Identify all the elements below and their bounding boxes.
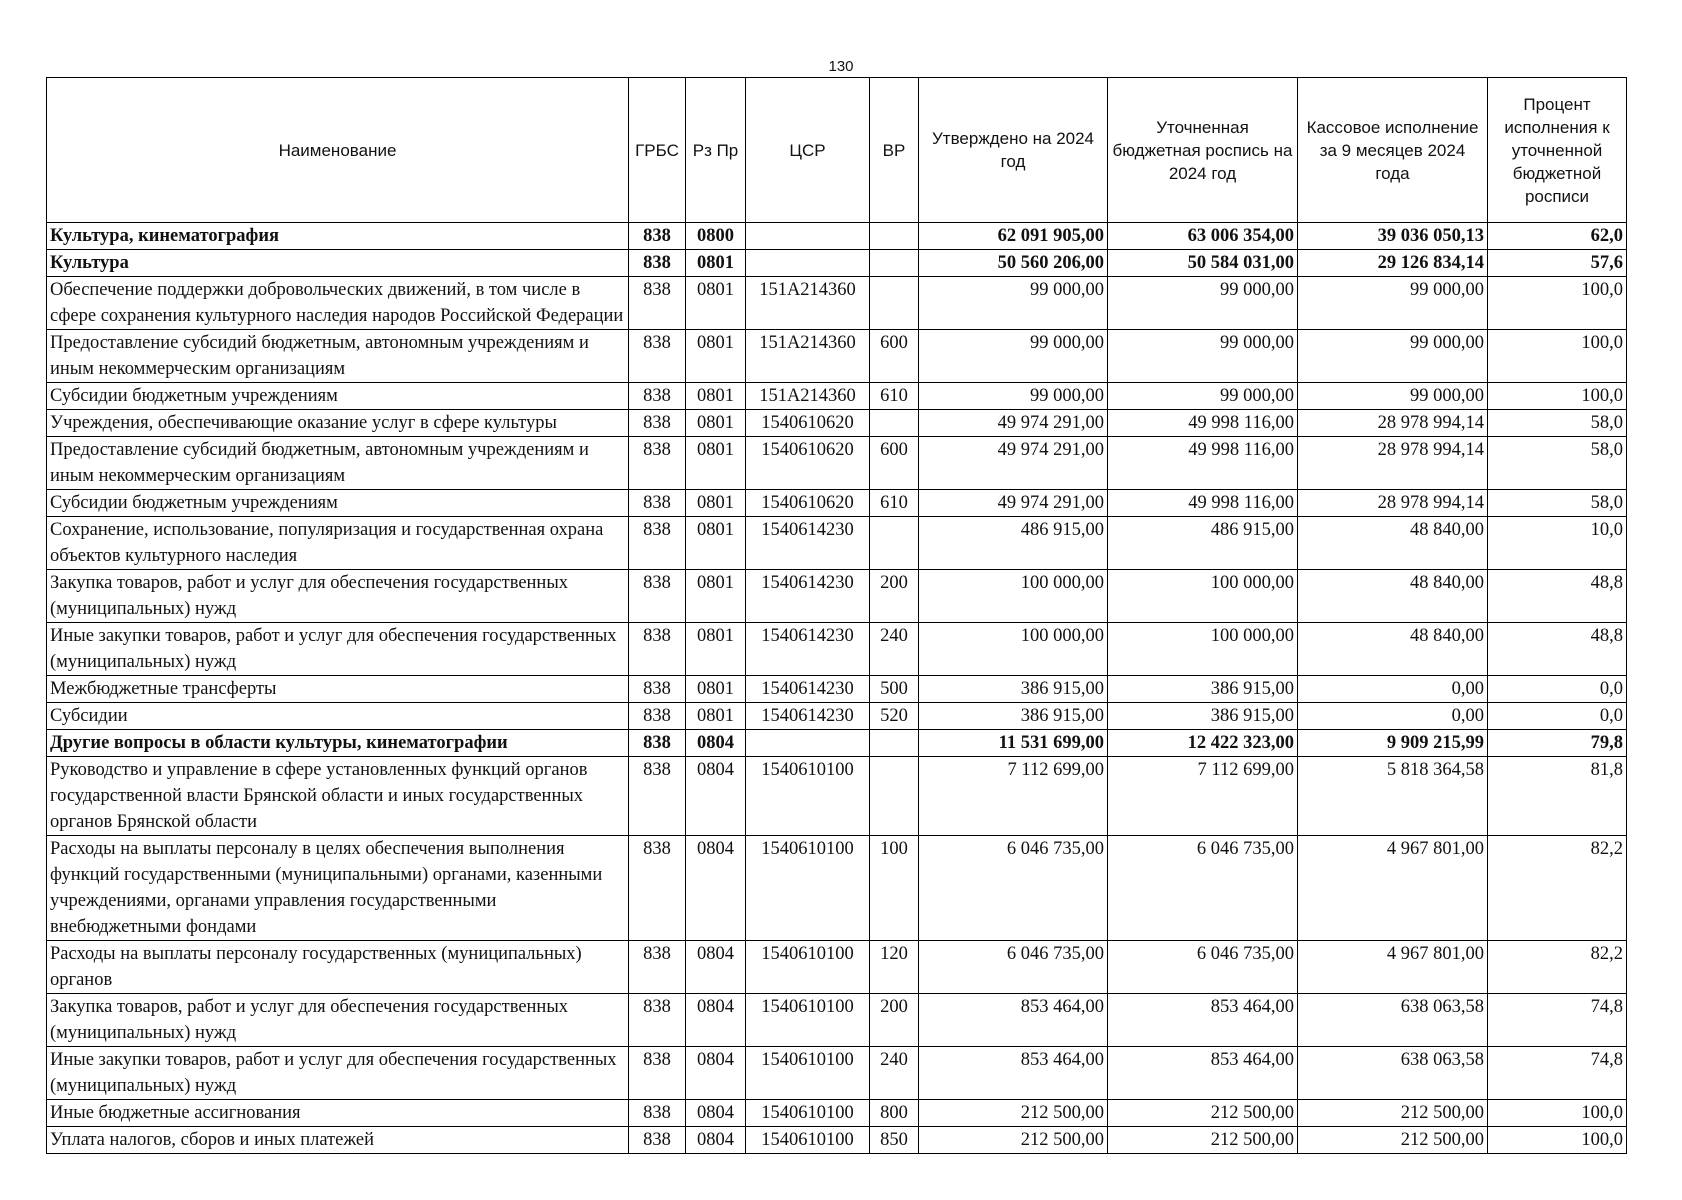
cell-percent: 57,6 xyxy=(1488,250,1627,277)
cell-grbs: 838 xyxy=(629,994,686,1047)
header-csr: ЦСР xyxy=(746,78,870,223)
table-row xyxy=(47,676,1627,703)
table-row xyxy=(47,757,1627,836)
cell-vr xyxy=(870,517,919,570)
header-grbs: ГРБС xyxy=(629,78,686,223)
cell-percent: 74,8 xyxy=(1488,1047,1627,1100)
cell-percent: 81,8 xyxy=(1488,757,1627,836)
cell-refined: 99 000,00 xyxy=(1108,277,1298,330)
cell-name: Закупка товаров, работ и услуг для обеспечения государственных (муниципальных) нужд xyxy=(47,994,629,1047)
cell-refined: 99 000,00 xyxy=(1108,383,1298,410)
cell-approved: 6 046 735,00 xyxy=(919,941,1108,994)
cell-cash: 9 909 215,99 xyxy=(1298,730,1488,757)
table-row xyxy=(47,1047,1627,1100)
cell-cash: 212 500,00 xyxy=(1298,1100,1488,1127)
cell-approved: 6 046 735,00 xyxy=(919,836,1108,941)
cell-name: Закупка товаров, работ и услуг для обеспечения государственных (муниципальных) нужд xyxy=(47,570,629,623)
table-row xyxy=(47,517,1627,570)
table-body xyxy=(47,223,1627,1154)
cell-csr: 1540610100 xyxy=(746,994,870,1047)
header-name: Наименование xyxy=(47,78,629,223)
cell-percent: 74,8 xyxy=(1488,994,1627,1047)
cell-name: Руководство и управление в сфере установленных функций органов государственной власти Брянской области и иных государственных органов Брянской области xyxy=(47,757,629,836)
header-rzpr: Рз Пр xyxy=(686,78,746,223)
cell-cash: 0,00 xyxy=(1298,703,1488,730)
cell-name: Межбюджетные трансферты xyxy=(47,676,629,703)
cell-approved: 49 974 291,00 xyxy=(919,490,1108,517)
cell-approved: 99 000,00 xyxy=(919,330,1108,383)
cell-rzpr: 0804 xyxy=(686,730,746,757)
table-row xyxy=(47,410,1627,437)
cell-csr: 1540614230 xyxy=(746,676,870,703)
cell-percent: 82,2 xyxy=(1488,941,1627,994)
cell-grbs: 838 xyxy=(629,703,686,730)
table-row xyxy=(47,490,1627,517)
cell-csr xyxy=(746,730,870,757)
cell-cash: 99 000,00 xyxy=(1298,330,1488,383)
cell-vr xyxy=(870,223,919,250)
header-percent: Процент исполнения к уточненной бюджетной росписи xyxy=(1488,78,1627,223)
cell-name: Уплата налогов, сборов и иных платежей xyxy=(47,1127,629,1154)
cell-vr xyxy=(870,757,919,836)
cell-percent: 0,0 xyxy=(1488,676,1627,703)
cell-grbs: 838 xyxy=(629,517,686,570)
cell-grbs: 838 xyxy=(629,277,686,330)
cell-name: Субсидии бюджетным учреждениям xyxy=(47,490,629,517)
cell-name: Иные закупки товаров, работ и услуг для обеспечения государственных (муниципальных) нужд xyxy=(47,1047,629,1100)
cell-approved: 386 915,00 xyxy=(919,703,1108,730)
cell-vr: 610 xyxy=(870,383,919,410)
cell-csr: 1540610100 xyxy=(746,1127,870,1154)
cell-vr: 240 xyxy=(870,1047,919,1100)
cell-grbs: 838 xyxy=(629,757,686,836)
cell-refined: 100 000,00 xyxy=(1108,570,1298,623)
cell-approved: 386 915,00 xyxy=(919,676,1108,703)
cell-grbs: 838 xyxy=(629,410,686,437)
cell-approved: 212 500,00 xyxy=(919,1100,1108,1127)
cell-percent: 100,0 xyxy=(1488,330,1627,383)
cell-refined: 49 998 116,00 xyxy=(1108,437,1298,490)
table-row xyxy=(47,223,1627,250)
cell-percent: 82,2 xyxy=(1488,836,1627,941)
cell-cash: 48 840,00 xyxy=(1298,517,1488,570)
cell-cash: 39 036 050,13 xyxy=(1298,223,1488,250)
table-row xyxy=(47,941,1627,994)
cell-rzpr: 0804 xyxy=(686,994,746,1047)
cell-name: Учреждения, обеспечивающие оказание услуг в сфере культуры xyxy=(47,410,629,437)
cell-vr: 200 xyxy=(870,570,919,623)
cell-rzpr: 0801 xyxy=(686,623,746,676)
cell-grbs: 838 xyxy=(629,1127,686,1154)
cell-percent: 100,0 xyxy=(1488,1127,1627,1154)
cell-grbs: 838 xyxy=(629,490,686,517)
cell-cash: 28 978 994,14 xyxy=(1298,490,1488,517)
cell-percent: 48,8 xyxy=(1488,623,1627,676)
cell-rzpr: 0801 xyxy=(686,517,746,570)
table-row xyxy=(47,277,1627,330)
cell-percent: 100,0 xyxy=(1488,1100,1627,1127)
cell-vr: 100 xyxy=(870,836,919,941)
cell-approved: 99 000,00 xyxy=(919,277,1108,330)
cell-percent: 62,0 xyxy=(1488,223,1627,250)
cell-rzpr: 0804 xyxy=(686,757,746,836)
cell-name: Расходы на выплаты персоналу государственных (муниципальных) органов xyxy=(47,941,629,994)
cell-approved: 100 000,00 xyxy=(919,570,1108,623)
table-header-row xyxy=(47,78,1627,223)
cell-vr: 800 xyxy=(870,1100,919,1127)
cell-cash: 4 967 801,00 xyxy=(1298,941,1488,994)
cell-csr: 1540610100 xyxy=(746,836,870,941)
table-row xyxy=(47,250,1627,277)
cell-cash: 99 000,00 xyxy=(1298,383,1488,410)
cell-approved: 853 464,00 xyxy=(919,994,1108,1047)
cell-name: Иные бюджетные ассигнования xyxy=(47,1100,629,1127)
cell-vr xyxy=(870,410,919,437)
cell-rzpr: 0801 xyxy=(686,250,746,277)
cell-percent: 0,0 xyxy=(1488,703,1627,730)
cell-cash: 48 840,00 xyxy=(1298,570,1488,623)
cell-grbs: 838 xyxy=(629,730,686,757)
cell-approved: 853 464,00 xyxy=(919,1047,1108,1100)
budget-table xyxy=(46,77,1627,1154)
cell-approved: 11 531 699,00 xyxy=(919,730,1108,757)
cell-csr: 1540614230 xyxy=(746,623,870,676)
cell-grbs: 838 xyxy=(629,1047,686,1100)
cell-percent: 58,0 xyxy=(1488,437,1627,490)
cell-rzpr: 0801 xyxy=(686,703,746,730)
cell-cash: 4 967 801,00 xyxy=(1298,836,1488,941)
cell-approved: 486 915,00 xyxy=(919,517,1108,570)
header-cash: Кассовое исполнение за 9 месяцев 2024 года xyxy=(1298,78,1488,223)
cell-rzpr: 0801 xyxy=(686,676,746,703)
table-row xyxy=(47,437,1627,490)
cell-name: Иные закупки товаров, работ и услуг для обеспечения государственных (муниципальных) нужд xyxy=(47,623,629,676)
cell-grbs: 838 xyxy=(629,836,686,941)
table-row xyxy=(47,383,1627,410)
cell-rzpr: 0801 xyxy=(686,330,746,383)
cell-name: Культура, кинематография xyxy=(47,223,629,250)
cell-refined: 100 000,00 xyxy=(1108,623,1298,676)
cell-vr: 500 xyxy=(870,676,919,703)
table-row xyxy=(47,703,1627,730)
cell-cash: 5 818 364,58 xyxy=(1298,757,1488,836)
cell-vr xyxy=(870,730,919,757)
cell-cash: 99 000,00 xyxy=(1298,277,1488,330)
cell-rzpr: 0804 xyxy=(686,1127,746,1154)
cell-refined: 853 464,00 xyxy=(1108,994,1298,1047)
cell-vr: 200 xyxy=(870,994,919,1047)
cell-grbs: 838 xyxy=(629,383,686,410)
cell-approved: 100 000,00 xyxy=(919,623,1108,676)
page-number: 130 xyxy=(828,58,854,75)
cell-name: Предоставление субсидий бюджетным, автономным учреждениям и иным некоммерческим организациям xyxy=(47,330,629,383)
cell-refined: 99 000,00 xyxy=(1108,330,1298,383)
cell-vr: 120 xyxy=(870,941,919,994)
cell-grbs: 838 xyxy=(629,223,686,250)
cell-rzpr: 0801 xyxy=(686,410,746,437)
cell-vr xyxy=(870,250,919,277)
cell-refined: 50 584 031,00 xyxy=(1108,250,1298,277)
cell-csr: 151А214360 xyxy=(746,330,870,383)
cell-name: Обеспечение поддержки добровольческих движений, в том числе в сфере сохранения культурного наследия народов Российской Федерации xyxy=(47,277,629,330)
cell-csr: 1540610100 xyxy=(746,941,870,994)
cell-percent: 58,0 xyxy=(1488,490,1627,517)
cell-percent: 79,8 xyxy=(1488,730,1627,757)
cell-grbs: 838 xyxy=(629,437,686,490)
cell-rzpr: 0801 xyxy=(686,383,746,410)
cell-name: Другие вопросы в области культуры, кинематографии xyxy=(47,730,629,757)
cell-csr: 1540610620 xyxy=(746,490,870,517)
cell-csr: 1540614230 xyxy=(746,703,870,730)
cell-refined: 6 046 735,00 xyxy=(1108,941,1298,994)
cell-rzpr: 0804 xyxy=(686,941,746,994)
cell-cash: 638 063,58 xyxy=(1298,994,1488,1047)
cell-approved: 49 974 291,00 xyxy=(919,410,1108,437)
cell-rzpr: 0801 xyxy=(686,277,746,330)
cell-vr: 850 xyxy=(870,1127,919,1154)
cell-refined: 12 422 323,00 xyxy=(1108,730,1298,757)
cell-grbs: 838 xyxy=(629,330,686,383)
cell-cash: 29 126 834,14 xyxy=(1298,250,1488,277)
cell-refined: 49 998 116,00 xyxy=(1108,410,1298,437)
cell-refined: 853 464,00 xyxy=(1108,1047,1298,1100)
cell-grbs: 838 xyxy=(629,676,686,703)
cell-approved: 50 560 206,00 xyxy=(919,250,1108,277)
cell-csr: 1540610100 xyxy=(746,1047,870,1100)
table-row xyxy=(47,730,1627,757)
cell-rzpr: 0800 xyxy=(686,223,746,250)
cell-percent: 48,8 xyxy=(1488,570,1627,623)
cell-grbs: 838 xyxy=(629,250,686,277)
cell-grbs: 838 xyxy=(629,1100,686,1127)
cell-name: Сохранение, использование, популяризация и государственная охрана объектов культурного наследия xyxy=(47,517,629,570)
cell-percent: 100,0 xyxy=(1488,277,1627,330)
cell-refined: 63 006 354,00 xyxy=(1108,223,1298,250)
cell-refined: 49 998 116,00 xyxy=(1108,490,1298,517)
cell-cash: 48 840,00 xyxy=(1298,623,1488,676)
cell-approved: 212 500,00 xyxy=(919,1127,1108,1154)
cell-csr: 151А214360 xyxy=(746,383,870,410)
cell-cash: 638 063,58 xyxy=(1298,1047,1488,1100)
table-row xyxy=(47,1100,1627,1127)
table-row xyxy=(47,1127,1627,1154)
table-row xyxy=(47,570,1627,623)
table-row xyxy=(47,330,1627,383)
cell-vr: 610 xyxy=(870,490,919,517)
cell-vr: 240 xyxy=(870,623,919,676)
header-approved: Утверждено на 2024 год xyxy=(919,78,1108,223)
cell-name: Субсидии бюджетным учреждениям xyxy=(47,383,629,410)
cell-refined: 212 500,00 xyxy=(1108,1127,1298,1154)
cell-percent: 58,0 xyxy=(1488,410,1627,437)
cell-csr: 1540610620 xyxy=(746,410,870,437)
cell-name: Предоставление субсидий бюджетным, автономным учреждениям и иным некоммерческим организациям xyxy=(47,437,629,490)
cell-rzpr: 0801 xyxy=(686,570,746,623)
cell-cash: 28 978 994,14 xyxy=(1298,410,1488,437)
cell-approved: 7 112 699,00 xyxy=(919,757,1108,836)
cell-grbs: 838 xyxy=(629,941,686,994)
header-refined: Уточненная бюджетная роспись на 2024 год xyxy=(1108,78,1298,223)
cell-csr xyxy=(746,250,870,277)
cell-percent: 100,0 xyxy=(1488,383,1627,410)
cell-approved: 62 091 905,00 xyxy=(919,223,1108,250)
cell-csr: 1540610100 xyxy=(746,1100,870,1127)
cell-rzpr: 0804 xyxy=(686,1047,746,1100)
cell-vr: 600 xyxy=(870,437,919,490)
cell-name: Субсидии xyxy=(47,703,629,730)
cell-cash: 28 978 994,14 xyxy=(1298,437,1488,490)
cell-rzpr: 0804 xyxy=(686,836,746,941)
cell-refined: 486 915,00 xyxy=(1108,517,1298,570)
cell-approved: 99 000,00 xyxy=(919,383,1108,410)
table-row xyxy=(47,994,1627,1047)
table-row xyxy=(47,836,1627,941)
cell-name: Культура xyxy=(47,250,629,277)
cell-cash: 212 500,00 xyxy=(1298,1127,1488,1154)
cell-grbs: 838 xyxy=(629,623,686,676)
cell-rzpr: 0801 xyxy=(686,437,746,490)
cell-csr: 1540610100 xyxy=(746,757,870,836)
cell-csr xyxy=(746,223,870,250)
cell-percent: 10,0 xyxy=(1488,517,1627,570)
cell-rzpr: 0804 xyxy=(686,1100,746,1127)
cell-approved: 49 974 291,00 xyxy=(919,437,1108,490)
header-vr: ВР xyxy=(870,78,919,223)
cell-vr: 520 xyxy=(870,703,919,730)
cell-grbs: 838 xyxy=(629,570,686,623)
cell-name: Расходы на выплаты персоналу в целях обеспечения выполнения функций государственными (муниципальными) органами, казенными учреждениями, органами управления государственными внебюджетными фондами xyxy=(47,836,629,941)
cell-refined: 6 046 735,00 xyxy=(1108,836,1298,941)
cell-vr xyxy=(870,277,919,330)
cell-csr: 1540610620 xyxy=(746,437,870,490)
cell-refined: 386 915,00 xyxy=(1108,703,1298,730)
cell-cash: 0,00 xyxy=(1298,676,1488,703)
cell-vr: 600 xyxy=(870,330,919,383)
cell-refined: 386 915,00 xyxy=(1108,676,1298,703)
cell-csr: 1540614230 xyxy=(746,517,870,570)
cell-refined: 7 112 699,00 xyxy=(1108,757,1298,836)
cell-csr: 1540614230 xyxy=(746,570,870,623)
cell-csr: 151А214360 xyxy=(746,277,870,330)
table-row xyxy=(47,623,1627,676)
cell-rzpr: 0801 xyxy=(686,490,746,517)
cell-refined: 212 500,00 xyxy=(1108,1100,1298,1127)
